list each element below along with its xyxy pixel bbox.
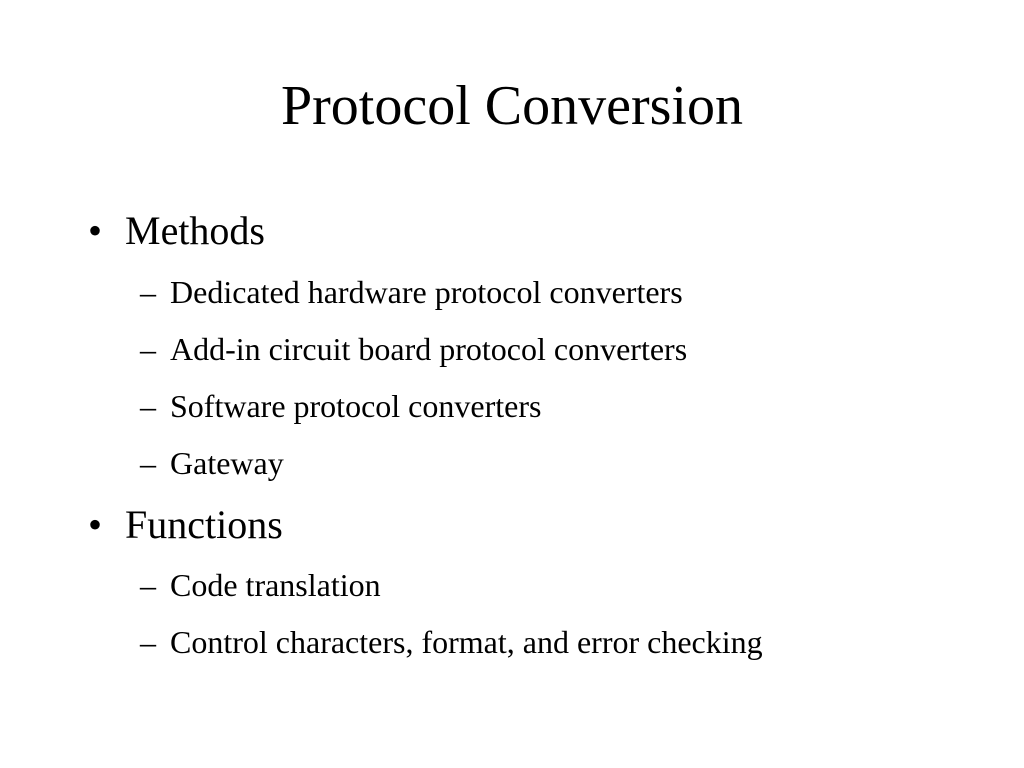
sub-bullet	[140, 565, 381, 605]
sub-bullet-text: Dedicated hardware protocol converters	[170, 274, 683, 310]
dash-marker: –	[140, 331, 156, 367]
sub-bullet-text: Software protocol converters	[170, 388, 542, 424]
dash-marker: –	[140, 624, 156, 660]
bullet-functions	[88, 501, 283, 549]
slide-title: Protocol Conversion	[281, 75, 743, 137]
dash-marker: –	[140, 388, 156, 424]
bullet-marker: •	[88, 208, 103, 253]
dash-marker: –	[140, 567, 156, 603]
sub-bullet	[140, 329, 687, 369]
bullet-marker: •	[88, 502, 103, 547]
sub-bullet-text: Gateway	[170, 445, 284, 481]
sub-bullet	[140, 622, 763, 662]
bullet-heading: Functions	[125, 502, 283, 547]
sub-bullet-text: Control characters, format, and error checking	[170, 624, 763, 660]
dash-marker: –	[140, 445, 156, 481]
dash-marker: –	[140, 274, 156, 310]
sub-bullet	[140, 272, 683, 312]
bullet-methods	[88, 207, 265, 255]
bullet-heading: Methods	[125, 208, 265, 253]
sub-bullet-text: Add-in circuit board protocol converters	[170, 331, 688, 367]
sub-bullet	[140, 386, 541, 426]
sub-bullet	[140, 443, 284, 483]
sub-bullet-text: Code translation	[170, 567, 381, 603]
